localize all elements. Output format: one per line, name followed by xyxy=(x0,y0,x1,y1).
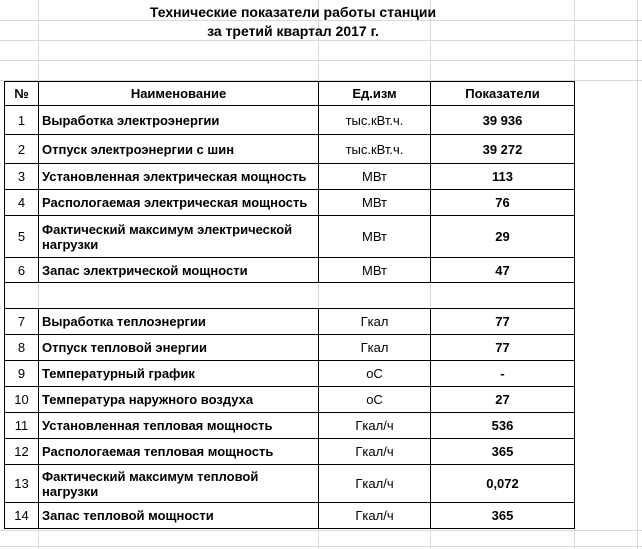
row-value: 27 xyxy=(431,387,575,413)
row-name: Установленная тепловая мощность xyxy=(39,413,319,439)
row-value: 0,072 xyxy=(431,465,575,503)
row-name: Распологаемая электрическая мощность xyxy=(39,190,319,216)
title-line-1: Технические показатели работы станции xyxy=(149,4,437,20)
title-line-2: за третий квартал 2017 г. xyxy=(207,23,379,39)
row-unit: МВт xyxy=(319,190,431,216)
row-name: Температура наружного воздуха xyxy=(39,387,319,413)
row-unit: Гкал/ч xyxy=(319,439,431,465)
row-name: Фактический максимум тепловой нагрузки xyxy=(39,465,319,503)
row-name: Температурный график xyxy=(39,361,319,387)
row-num: 11 xyxy=(5,413,39,439)
row-name: Выработка теплоэнергии xyxy=(39,309,319,335)
table-row xyxy=(5,335,575,361)
row-name: Отпуск тепловой энергии xyxy=(39,335,319,361)
table-row xyxy=(5,190,575,216)
row-num: 3 xyxy=(5,164,39,190)
header-value: Показатели xyxy=(431,82,575,106)
section-spacer-row xyxy=(5,283,575,309)
row-unit: Гкал xyxy=(319,309,431,335)
row-value: 39 272 xyxy=(431,135,575,164)
table-row xyxy=(5,361,575,387)
row-num: 4 xyxy=(5,190,39,216)
row-num: 13 xyxy=(5,465,39,503)
row-unit: Гкал xyxy=(319,335,431,361)
table-row xyxy=(5,503,575,529)
row-num: 12 xyxy=(5,439,39,465)
grid-line xyxy=(0,546,642,547)
table-row xyxy=(5,135,575,164)
grid-line xyxy=(637,0,638,549)
row-value: 77 xyxy=(431,335,575,361)
row-num: 7 xyxy=(5,309,39,335)
row-unit: тыс.кВт.ч. xyxy=(319,135,431,164)
row-value: 77 xyxy=(431,309,575,335)
row-num: 2 xyxy=(5,135,39,164)
table-row xyxy=(5,258,575,283)
row-value: 29 xyxy=(431,216,575,258)
table-row xyxy=(5,216,575,258)
table-header-row xyxy=(5,82,575,106)
table-row xyxy=(5,309,575,335)
row-unit: оС xyxy=(319,387,431,413)
table-row xyxy=(5,439,575,465)
table-row xyxy=(5,413,575,439)
row-name: Выработка электроэнергии xyxy=(39,106,319,135)
row-name: Установленная электрическая мощность xyxy=(39,164,319,190)
grid-line xyxy=(0,530,642,531)
row-unit: Гкал/ч xyxy=(319,465,431,503)
row-unit: МВт xyxy=(319,258,431,283)
row-unit: МВт xyxy=(319,164,431,190)
spacer-cell xyxy=(5,283,575,309)
row-unit: Гкал/ч xyxy=(319,503,431,529)
row-value: 76 xyxy=(431,190,575,216)
row-value: 365 xyxy=(431,439,575,465)
row-name: Распологаемая тепловая мощность xyxy=(39,439,319,465)
row-unit: Гкал/ч xyxy=(319,413,431,439)
table-row xyxy=(5,465,575,503)
row-name: Запас тепловой мощности xyxy=(39,503,319,529)
row-value: 113 xyxy=(431,164,575,190)
row-unit: тыс.кВт.ч. xyxy=(319,106,431,135)
row-num: 14 xyxy=(5,503,39,529)
row-value: 536 xyxy=(431,413,575,439)
indicators-table xyxy=(4,81,575,529)
row-value: 47 xyxy=(431,258,575,283)
table-row xyxy=(5,164,575,190)
row-value: 39 936 xyxy=(431,106,575,135)
header-name: Наименование xyxy=(39,82,319,106)
row-name: Фактический максимум электрической нагрузки xyxy=(39,216,319,258)
row-num: 8 xyxy=(5,335,39,361)
row-value: - xyxy=(431,361,575,387)
row-name: Отпуск электроэнергии с шин xyxy=(39,135,319,164)
row-num: 5 xyxy=(5,216,39,258)
row-num: 10 xyxy=(5,387,39,413)
row-unit: МВт xyxy=(319,216,431,258)
row-value: 365 xyxy=(431,503,575,529)
table-row xyxy=(5,387,575,413)
row-num: 1 xyxy=(5,106,39,135)
header-num: № xyxy=(5,82,39,106)
row-num: 6 xyxy=(5,258,39,283)
header-unit: Ед.изм xyxy=(319,82,431,106)
table-row xyxy=(5,106,575,135)
grid-line xyxy=(0,60,642,61)
row-name: Запас электрической мощности xyxy=(39,258,319,283)
row-num: 9 xyxy=(5,361,39,387)
row-unit: оС xyxy=(319,361,431,387)
